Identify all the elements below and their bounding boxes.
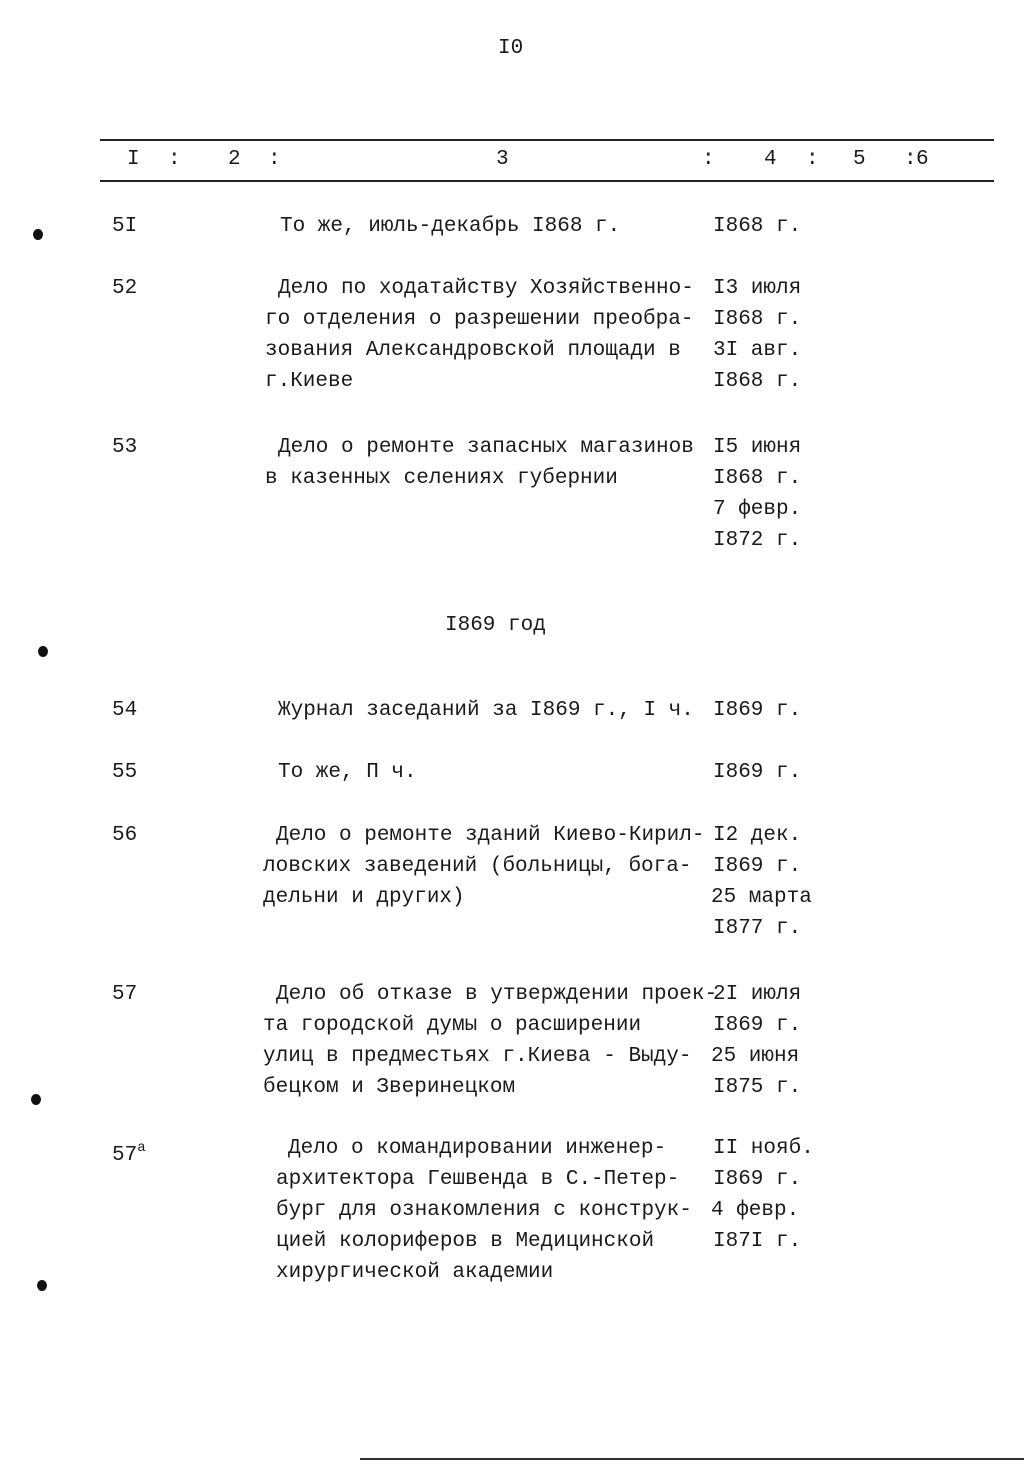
entry-number <box>112 1133 146 1171</box>
entry-title-line: та городской думы о расширении <box>263 1014 642 1037</box>
entry-date-line: 25 июня <box>711 1045 800 1068</box>
entry-title-line: в казенных селениях губернии <box>265 467 618 490</box>
entry-title-line: улиц в предместьях г.Киева - Выду- <box>263 1045 692 1068</box>
entry-date-line: I868 г. <box>713 467 802 490</box>
entry-number: 56 <box>112 824 138 847</box>
entry-title-line: хирургической академии <box>276 1261 554 1284</box>
entry-title-line: дельни и других) <box>263 886 465 909</box>
punch-hole-mark <box>31 1094 41 1105</box>
entry-date-line: 4 февр. <box>711 1199 800 1222</box>
entry-title-line: Дело по ходатайству Хозяйственно- <box>278 277 694 300</box>
entry-title-line: го отделения о разрешении преобра- <box>265 308 694 331</box>
entry-date-line: I868 г. <box>713 308 802 331</box>
entry-title-line: зования Александровской площади в <box>265 339 681 362</box>
entry-title-line: То же, июль-декабрь I868 г. <box>280 215 621 238</box>
entry-number: 5I <box>112 215 138 238</box>
header-col5: 5 <box>853 148 866 171</box>
entry-date-line: I869 г. <box>713 699 802 722</box>
entry-number: 54 <box>112 699 138 722</box>
entry-title-line: бецком и Зверинецком <box>263 1076 516 1099</box>
punch-hole-mark <box>33 229 43 240</box>
entry-date-line: I5 июня <box>713 436 802 459</box>
entry-date-line: I875 г. <box>713 1076 802 1099</box>
entry-number: 57 <box>112 983 138 1006</box>
entry-date-line: I869 г. <box>713 855 802 878</box>
entry-title-line: Дело о ремонте запасных магазинов <box>278 436 694 459</box>
entry-date-line: 7 февр. <box>713 498 802 521</box>
entry-date-line: II нояб. <box>713 1137 814 1160</box>
header-col6: 6 <box>916 148 929 171</box>
entry-title-line: Журнал заседаний за I869 г., I ч. <box>278 699 694 722</box>
entry-title-line: Дело о командировании инженер- <box>288 1137 667 1160</box>
section-heading: I869 год <box>445 614 546 637</box>
entry-number: 52 <box>112 277 138 300</box>
entry-date-line: I869 г. <box>713 1168 802 1191</box>
table-header-top-rule <box>100 139 994 141</box>
table-header-bottom-rule <box>100 180 994 182</box>
header-sep: : <box>806 148 819 171</box>
header-col1: I <box>127 148 140 171</box>
entry-date-line: I3 июля <box>713 277 802 300</box>
entry-number-text: 57 <box>112 1144 138 1167</box>
entry-date-line: I869 г. <box>713 1014 802 1037</box>
entry-title-line: г.Киеве <box>265 370 354 393</box>
entry-number-superscript: а <box>137 1140 146 1156</box>
header-col3: 3 <box>496 148 509 171</box>
entry-number: 55 <box>112 761 138 784</box>
entry-title-line: архитектора Гешвенда в С.-Петер- <box>276 1168 680 1191</box>
entry-date-line: I868 г. <box>713 215 802 238</box>
entry-date-line: I877 г. <box>713 917 802 940</box>
entry-title-line: Дело об отказе в утверждении проек- <box>276 983 718 1006</box>
punch-hole-mark <box>38 646 48 657</box>
entry-title-line: цией колориферов в Медицинской <box>276 1230 655 1253</box>
header-col4: 4 <box>764 148 777 171</box>
punch-hole-mark <box>37 1280 47 1291</box>
entry-date-line: 3I авг. <box>713 339 802 362</box>
entry-number: 53 <box>112 436 138 459</box>
header-sep: : <box>168 148 181 171</box>
entry-date-line: 25 марта <box>711 886 812 909</box>
entry-title-line: бург для ознакомления с конструк- <box>276 1199 692 1222</box>
header-sep: : <box>268 148 281 171</box>
entry-date-line: I869 г. <box>713 761 802 784</box>
entry-date-line: I868 г. <box>713 370 802 393</box>
entry-date-line: 2I июля <box>713 983 802 1006</box>
header-col2: 2 <box>228 148 241 171</box>
entry-title-line: Дело о ремонте зданий Киево-Кирил- <box>276 824 705 847</box>
entry-date-line: I872 г. <box>713 529 802 552</box>
entry-title-line: То же, П ч. <box>278 761 417 784</box>
header-sep: : <box>904 148 917 171</box>
entry-title-line: ловских заведений (больницы, бога- <box>263 855 692 878</box>
entry-date-line: I2 дек. <box>713 824 802 847</box>
entry-date-line: I87I г. <box>713 1230 802 1253</box>
page-number: I0 <box>498 37 524 60</box>
bottom-edge-line <box>360 1458 1024 1460</box>
header-sep: : <box>702 148 715 171</box>
